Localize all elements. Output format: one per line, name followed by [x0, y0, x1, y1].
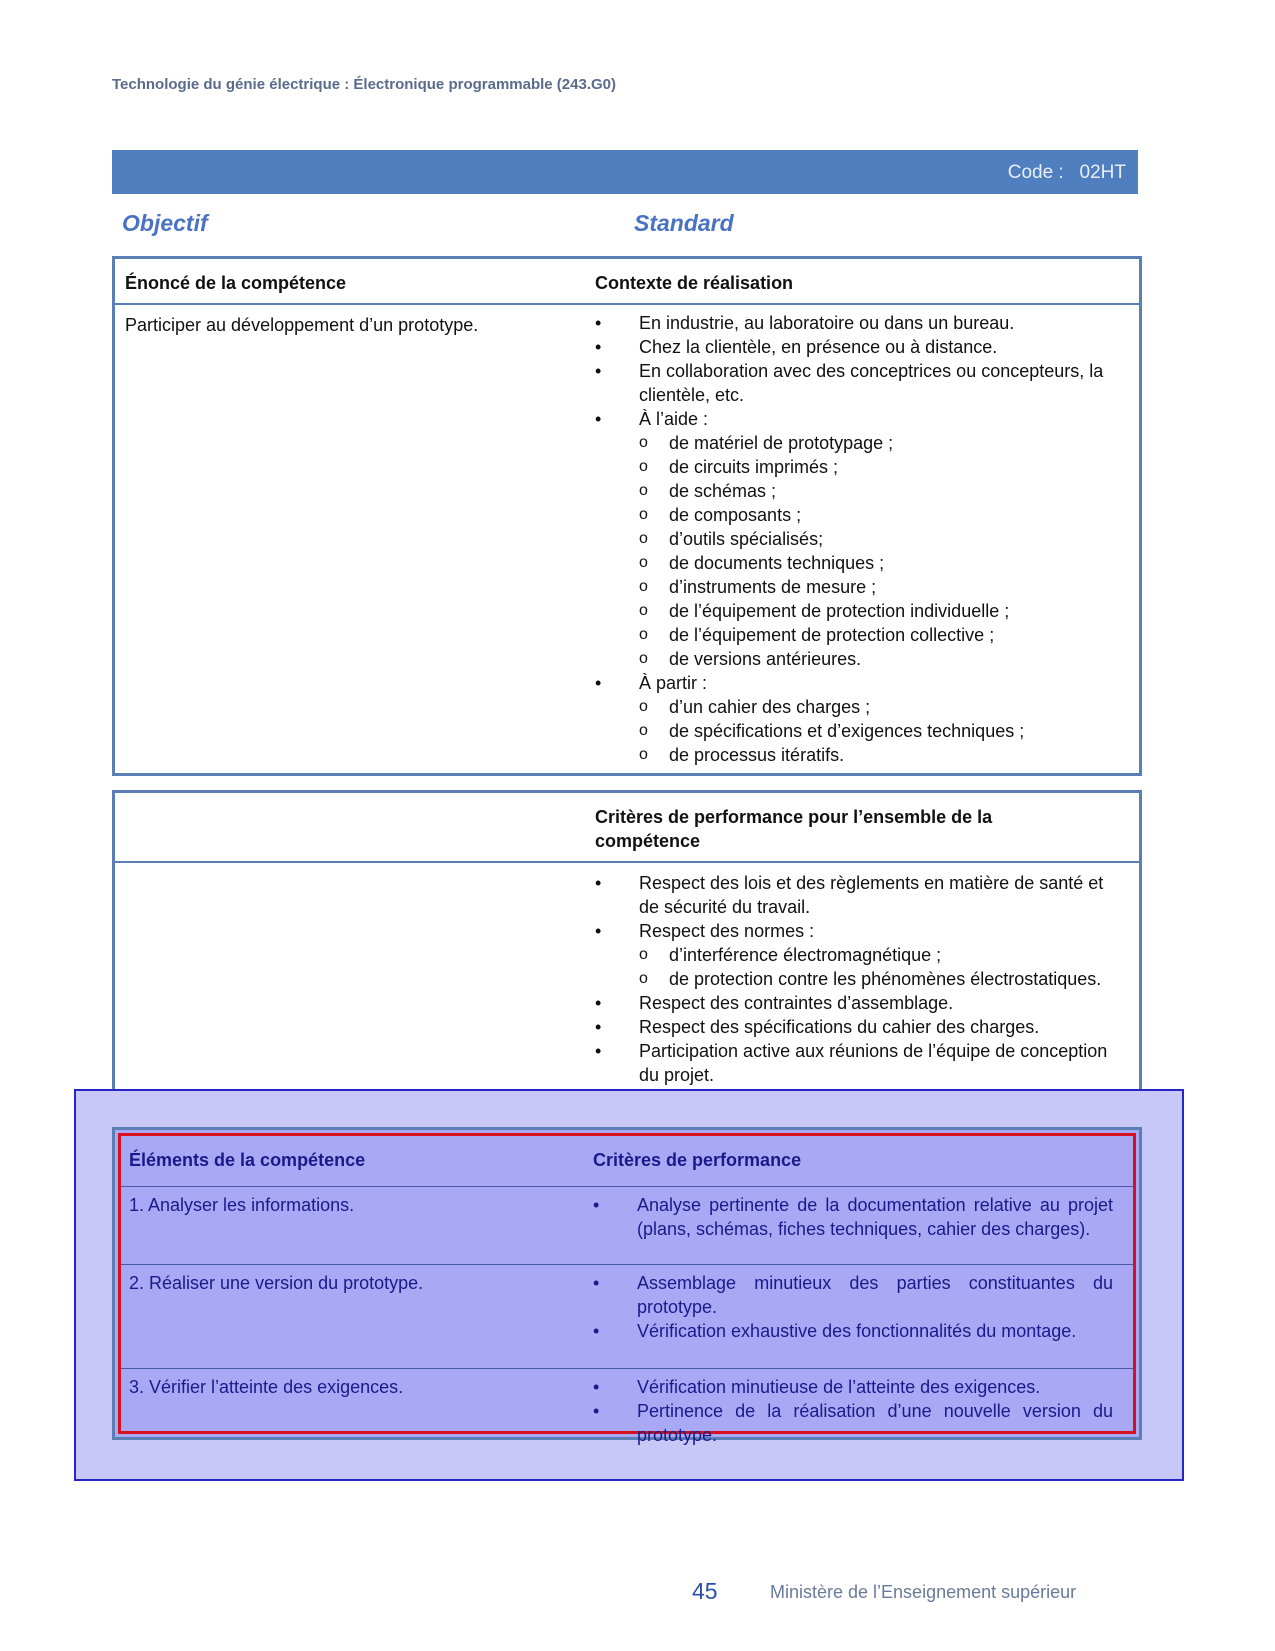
sub-item: o de protection contre les phénomènes électrostatiques. — [639, 967, 1115, 991]
criterion-item: • Vérification minutieuse de l’atteinte des exigences. — [593, 1375, 1113, 1399]
competence-box — [112, 256, 1142, 776]
page-number: 45 — [692, 1578, 718, 1604]
sub-item: o de schémas ; — [639, 479, 1115, 503]
bullet-item — [595, 919, 1115, 991]
bullet-item — [595, 311, 1115, 335]
bullet-text: À l’aide : — [639, 409, 709, 429]
competence-statement: Participer au développement d’un prototype. — [125, 315, 479, 335]
sub-item: o de processus itératifs. — [639, 743, 1115, 767]
element-label: 3. Vérifier l’atteinte des exigences. — [129, 1377, 404, 1397]
elements-box — [112, 1127, 1142, 1445]
ministry-name: Ministère de l’Enseignement supérieur — [770, 1582, 1077, 1602]
competence-statement-header: Énoncé de la compétence — [125, 273, 347, 293]
element-row-2 — [121, 1264, 1133, 1369]
bullet-item — [595, 671, 1115, 767]
bullet-item — [595, 1015, 1115, 1039]
bullet-text: À partir : — [639, 673, 708, 693]
bullet-item — [595, 991, 1115, 1015]
objectif-heading: Objectif — [122, 210, 208, 236]
element-row-3 — [121, 1368, 1133, 1445]
criterion-item: • Pertinence de la réalisation d’une nouvelle version du prototype. — [593, 1399, 1113, 1447]
sub-item: o de spécifications et d’exigences techniques ; — [639, 719, 1115, 743]
criteria-list — [595, 871, 1115, 1087]
element-criteria — [593, 1375, 1113, 1447]
context-header: Contexte de réalisation — [595, 273, 794, 293]
sub-list — [639, 695, 1115, 767]
bullet-item — [595, 407, 1115, 671]
element-row-1 — [121, 1186, 1133, 1265]
bullet-text: Respect des contraintes d’assemblage. — [639, 993, 954, 1013]
sub-item: o d’outils spécialisés; — [639, 527, 1115, 551]
bullet-text: En industrie, au laboratoire ou dans un bureau. — [639, 313, 1015, 333]
bullet-text: Participation active aux réunions de l’équipe de conception du projet. — [639, 1041, 1108, 1085]
context-list — [595, 311, 1115, 767]
header-divider — [115, 303, 1139, 305]
bullet-item — [595, 335, 1115, 359]
sub-item: o de documents techniques ; — [639, 551, 1115, 575]
bullet-text: Respect des lois et des règlements en matière de santé et de sécurité du travail. — [639, 873, 1104, 917]
standard-heading: Standard — [634, 210, 734, 236]
sub-item: o de circuits imprimés ; — [639, 455, 1115, 479]
element-criteria — [593, 1271, 1113, 1343]
element-criteria — [593, 1193, 1113, 1241]
criteria-header: Critères de performance pour l’ensemble de la compétence — [595, 807, 993, 851]
criterion-item: • Analyse pertinente de la documentation relative au projet (plans, schémas, fiches techniques, cahier des charges). — [593, 1193, 1113, 1241]
criterion-item: • Assemblage minutieux des parties constituantes du prototype. — [593, 1271, 1113, 1319]
sub-item: o de l’équipement de protection collective ; — [639, 623, 1115, 647]
criteria-box — [112, 790, 1142, 1117]
sub-item: o d’un cahier des charges ; — [639, 695, 1115, 719]
sub-item: o de l’équipement de protection individuelle ; — [639, 599, 1115, 623]
sub-item: o de matériel de prototypage ; — [639, 431, 1115, 455]
element-label: 1. Analyser les informations. — [129, 1195, 355, 1215]
sub-list — [639, 943, 1115, 991]
elements-header: Éléments de la compétence — [129, 1150, 366, 1170]
sub-item: o d’instruments de mesure ; — [639, 575, 1115, 599]
running-head: Technologie du génie électrique : Électronique programmable (243.G0) — [112, 76, 616, 93]
performance-header: Critères de performance — [593, 1150, 802, 1170]
bullet-text: Respect des spécifications du cahier des charges. — [639, 1017, 1040, 1037]
bullet-item — [595, 359, 1115, 407]
bullet-text: Respect des normes : — [639, 921, 815, 941]
sub-item: o d’interférence électromagnétique ; — [639, 943, 1115, 967]
sub-item: o de versions antérieures. — [639, 647, 1115, 671]
sub-list — [639, 431, 1115, 671]
element-label: 2. Réaliser une version du prototype. — [129, 1273, 424, 1293]
criteria-divider — [115, 861, 1139, 863]
elements-table — [118, 1133, 1136, 1445]
objective-standard-heading — [122, 210, 742, 240]
bullet-item — [595, 1039, 1115, 1087]
bullet-text: En collaboration avec des conceptrices ou concepteurs, la clientèle, etc. — [639, 361, 1104, 405]
bullet-item — [595, 871, 1115, 919]
page-footer — [692, 1578, 1092, 1606]
sub-item: o de composants ; — [639, 503, 1115, 527]
bullet-text: Chez la clientèle, en présence ou à distance. — [639, 337, 998, 357]
code-band — [112, 150, 1138, 194]
criterion-item: • Vérification exhaustive des fonctionnalités du montage. — [593, 1319, 1113, 1343]
competency-code: Code : 02HT — [1007, 162, 1126, 183]
